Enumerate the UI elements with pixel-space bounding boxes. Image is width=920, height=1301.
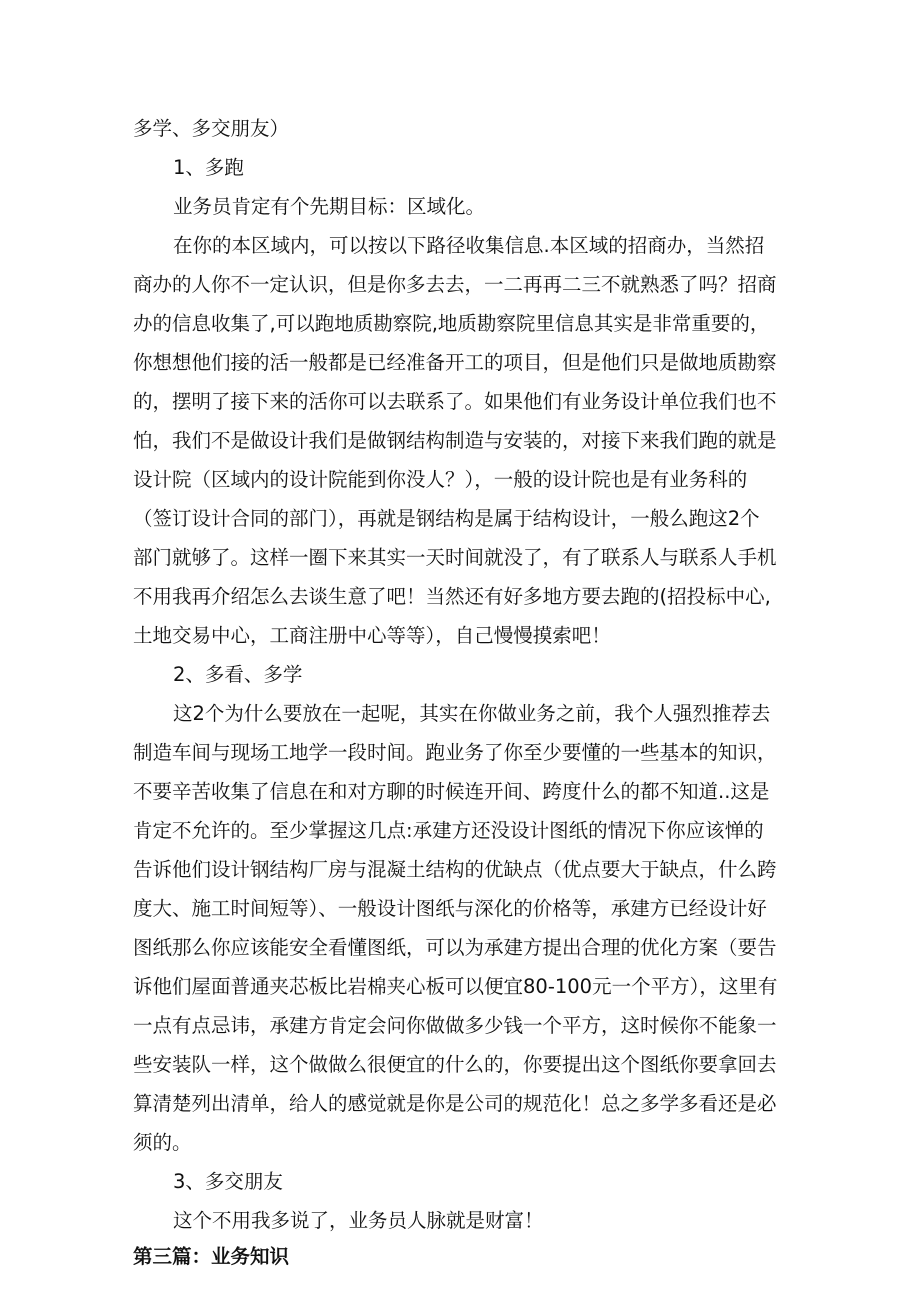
- text-line: （签订设计合同的部门），再就是钢结构是属于结构设计，一般么跑这2个: [133, 507, 760, 530]
- list-heading: 1、多跑: [173, 156, 244, 179]
- paragraph-first-line: 在你的本区域内，可以按以下路径收集信息.本区域的招商办，当然招: [173, 234, 765, 257]
- text-line: 不要辛苦收集了信息在和对方聊的时候连开间、跨度什么的都不知道..这是: [133, 780, 770, 803]
- text-line: 部门就够了。这样一圈下来其实一天时间就没了，有了联系人与联系人手机: [133, 546, 777, 569]
- text-line: 一点有点忌讳，承建方肯定会问你做做多少钱一个平方，这时候你不能象一: [133, 1014, 777, 1037]
- list-heading: 3、多交朋友: [173, 1170, 283, 1193]
- text-line: 的，摆明了接下来的活你可以去联系了。如果他们有业务设计单位我们也不: [133, 390, 777, 413]
- text-line: 设计院（区域内的设计院能到你没人？），一般的设计院也是有业务科的: [133, 468, 748, 491]
- text-line: 土地交易中心，工商注册中心等等），自己慢慢摸索吧！: [133, 624, 611, 647]
- text-line: 不用我再介绍怎么去谈生意了吧！当然还有好多地方要去跑的(招投标中心,: [133, 585, 771, 608]
- text-line: 业务员肯定有个先期目标：区域化。: [173, 195, 486, 218]
- text-line: 怕，我们不是做设计我们是做钢结构制造与安装的，对接下来我们跑的就是: [133, 429, 777, 452]
- text-line: 些安装队一样，这个做做么很便宜的什么的，你要提出这个图纸你要拿回去: [133, 1053, 777, 1076]
- text-line: 这个不用我多说了，业务员人脉就是财富！: [173, 1209, 544, 1232]
- text-line: 商办的人你不一定认识，但是你多去去，一二再再二三不就熟悉了吗？招商: [133, 273, 777, 296]
- text-line: 算清楚列出清单，给人的感觉就是你是公司的规范化！总之多学多看还是必: [133, 1092, 777, 1115]
- text-line: 告诉他们设计钢结构厂房与混凝土结构的优缺点（优点要大于缺点，什么跨: [133, 858, 777, 881]
- text-line: 度大、施工时间短等）、一般设计图纸与深化的价格等，承建方已经设计好: [133, 897, 767, 920]
- text-line: 办的信息收集了,可以跑地质勘察院,地质勘察院里信息其实是非常重要的，: [133, 312, 770, 335]
- text-line: 制造车间与现场工地学一段时间。跑业务了你至少要懂的一些基本的知识，: [133, 741, 777, 764]
- text-line: 你想想他们接的活一般都是已经准备开工的项目，但是他们只是做地质勘察: [133, 351, 777, 374]
- section-heading: 第三篇：业务知识: [133, 1245, 290, 1268]
- text-line: 图纸那么你应该能安全看懂图纸，可以为承建方提出合理的优化方案（要告: [133, 936, 777, 959]
- paragraph-first-line: 这2个为什么要放在一起呢，其实在你做业务之前，我个人强烈推荐去: [173, 702, 771, 725]
- text-line: 多学、多交朋友）: [133, 117, 290, 140]
- list-heading: 2、多看、多学: [173, 663, 303, 686]
- text-line: 诉他们屋面普通夹芯板比岩棉夹心板可以便宜80-100元一个平方），这里有: [133, 975, 778, 998]
- text-line: 须的。: [133, 1131, 192, 1154]
- text-line: 肯定不允许的。至少掌握这几点:承建方还没设计图纸的情况下你应该惮的: [133, 819, 764, 842]
